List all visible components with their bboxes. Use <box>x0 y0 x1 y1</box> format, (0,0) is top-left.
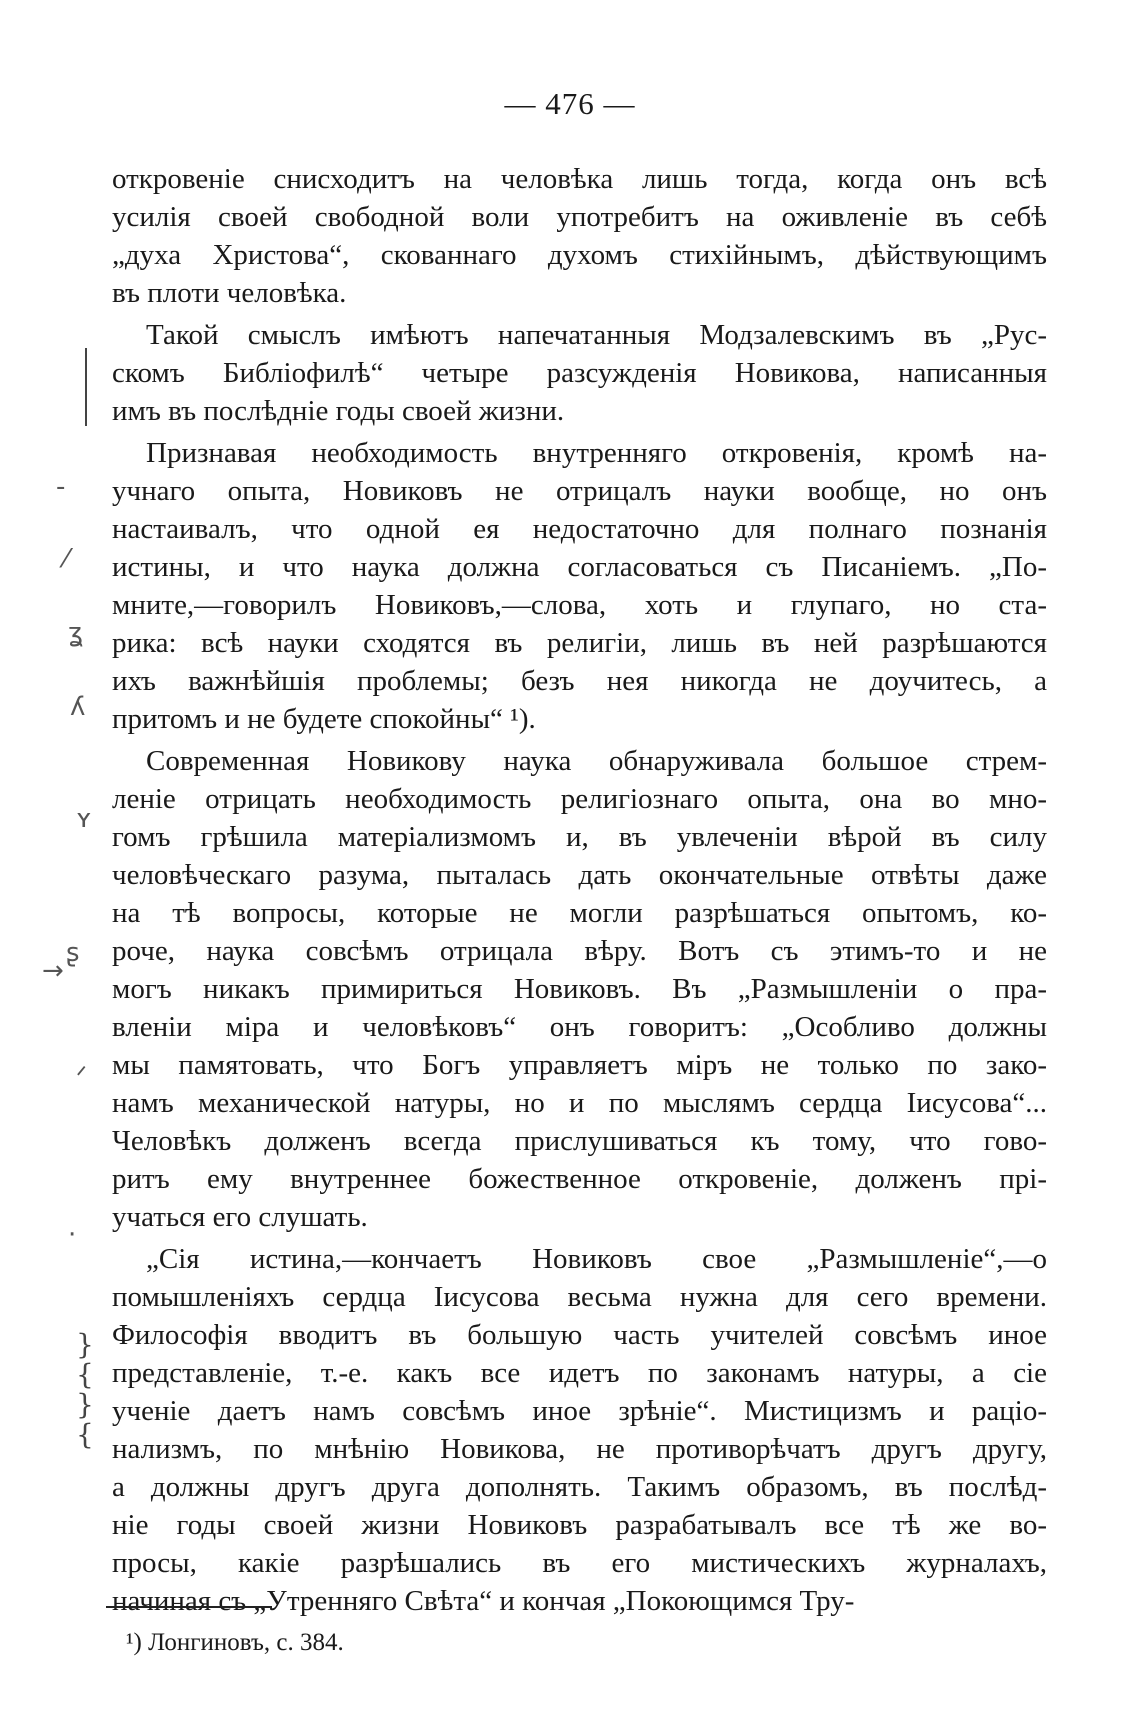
text-line: ученіе даетъ намъ совсѣмъ иное зрѣніе“. Мистицизмъ и раціо- <box>112 1395 1047 1427</box>
text-line: а должны другъ друга дополнять. Такимъ образомъ, въ послѣд- <box>112 1471 1047 1503</box>
footnote <box>126 1626 344 1660</box>
text-line: гомъ грѣшила матеріализмомъ и, въ увлеченіи вѣрой въ силу <box>112 821 1047 853</box>
page-number: — 476 — <box>504 86 636 121</box>
text-line: скомъ Библіофилѣ“ четыре разсужденія Новикова, написанныя <box>112 357 1047 389</box>
margin-slash-mark: ⁄ <box>64 544 69 574</box>
margin-hook-mark: ʏ <box>76 804 92 834</box>
text-line: вленіи міра и человѣковъ“ онъ говоритъ: „Особливо должны <box>112 1011 1047 1043</box>
text-line: притомъ и не будете спокойны“ ¹). <box>112 703 536 735</box>
text-line: намъ механической натуры, но и по мыслямъ сердца Іисусова“... <box>112 1087 1047 1119</box>
text-line: Признавая необходимость внутренняго откровенія, кромѣ на- <box>146 437 1047 469</box>
text-line: помышленіяхъ сердца Іисусова весьма нужна для сего времени. <box>112 1281 1047 1313</box>
text-line: роче, наука совсѣмъ отрицала вѣру. Вотъ съ этимъ-то и не <box>112 935 1047 967</box>
footnote-text: Лонгиновъ, с. 384. <box>148 1629 344 1656</box>
text-line: ніе годы своей жизни Новиковъ разрабатывалъ все тѣ же во- <box>112 1509 1047 1541</box>
text-line: начиная съ „Утренняго Свѣта“ и кончая „Покоющимся Тру- <box>112 1585 855 1617</box>
margin-squiggle-mark-2: ʎ <box>70 692 86 722</box>
text-line: „духа Христова“, скованнаго духомъ стихійнымъ, дѣйствующимъ <box>112 239 1047 271</box>
margin-dot-mark: · <box>68 1220 77 1250</box>
body-text <box>112 160 1047 1620</box>
text-line: человѣческаго разума, пыталась дать окончательные отвѣты даже <box>112 859 1047 891</box>
margin-line-mark <box>85 348 87 426</box>
text-line: усилія своей свободной воли употребитъ на оживленіе въ себѣ <box>112 201 1047 233</box>
footnote-divider <box>106 1606 272 1608</box>
margin-squiggle-mark: ʓ <box>68 618 84 648</box>
text-line: въ плоти человѣка. <box>112 277 347 309</box>
text-line: учаться его слушать. <box>112 1201 368 1233</box>
margin-tick-mark: ᐟ <box>76 1062 88 1092</box>
text-line: просы, какіе разрѣшались въ его мистическихъ журналахъ, <box>112 1547 1047 1579</box>
footnote-marker: ¹) <box>126 1629 142 1656</box>
text-line: откровеніе снисходитъ на человѣка лишь тогда, когда онъ всѣ <box>112 163 1047 195</box>
text-line: учнаго опыта, Новиковъ не отрицалъ науки вообще, но онъ <box>112 475 1047 507</box>
text-line: истины, и что наука должна согласоваться съ Писаніемъ. „По- <box>112 551 1047 583</box>
text-line: рика: всѣ науки сходятся въ религіи, лишь въ ней разрѣшаются <box>112 627 1047 659</box>
margin-brace-mark: } { } { <box>76 1328 94 1451</box>
text-line: ритъ ему внутреннее божественное откровеніе, долженъ прі- <box>112 1163 1047 1195</box>
text-line: леніе отрицать необходимость религіознаго опыта, она во мно- <box>112 783 1047 815</box>
text-line: мы памятовать, что Богъ управляетъ міръ не только по зако- <box>112 1049 1047 1081</box>
text-line: нализмъ, по мнѣнію Новикова, не противорѣчатъ другъ другу, <box>112 1433 1047 1465</box>
text-line: ихъ важнѣйшія проблемы; безъ нея никогда не доучитесь, а <box>112 665 1047 697</box>
text-line: настаивалъ, что одной ея недостаточно для полнаго познанія <box>112 513 1047 545</box>
text-line: представленіе, т.-е. какъ все идетъ по законамъ натуры, а сіе <box>112 1357 1047 1389</box>
margin-dash-mark: ‐ <box>56 472 66 502</box>
margin-arrow-mark: → <box>42 956 64 986</box>
text-line: Современная Новикову наука обнаруживала большое стрем- <box>146 745 1047 777</box>
text-line: на тѣ вопросы, которые не могли разрѣшаться опытомъ, ко- <box>112 897 1047 929</box>
text-line: Такой смыслъ имѣютъ напечатанныя Модзалевскимъ въ „Рус- <box>146 319 1047 351</box>
text-line: могъ никакъ примириться Новиковъ. Въ „Размышленіи о пра- <box>112 973 1047 1005</box>
text-line: „Сія истина,—кончаетъ Новиковъ свое „Размышленіе“,—о <box>146 1243 1047 1275</box>
text-line: мните,—говорилъ Новиковъ,—слова, хоть и глупаго, но ста- <box>112 589 1047 621</box>
margin-curl-mark: ʂ <box>66 938 80 968</box>
text-line: Человѣкъ долженъ всегда прислушиваться къ тому, что гово- <box>112 1125 1047 1157</box>
text-line: Философія вводитъ въ большую часть учителей совсѣмъ иное <box>112 1319 1047 1351</box>
text-line: имъ въ послѣдніе годы своей жизни. <box>112 395 565 427</box>
